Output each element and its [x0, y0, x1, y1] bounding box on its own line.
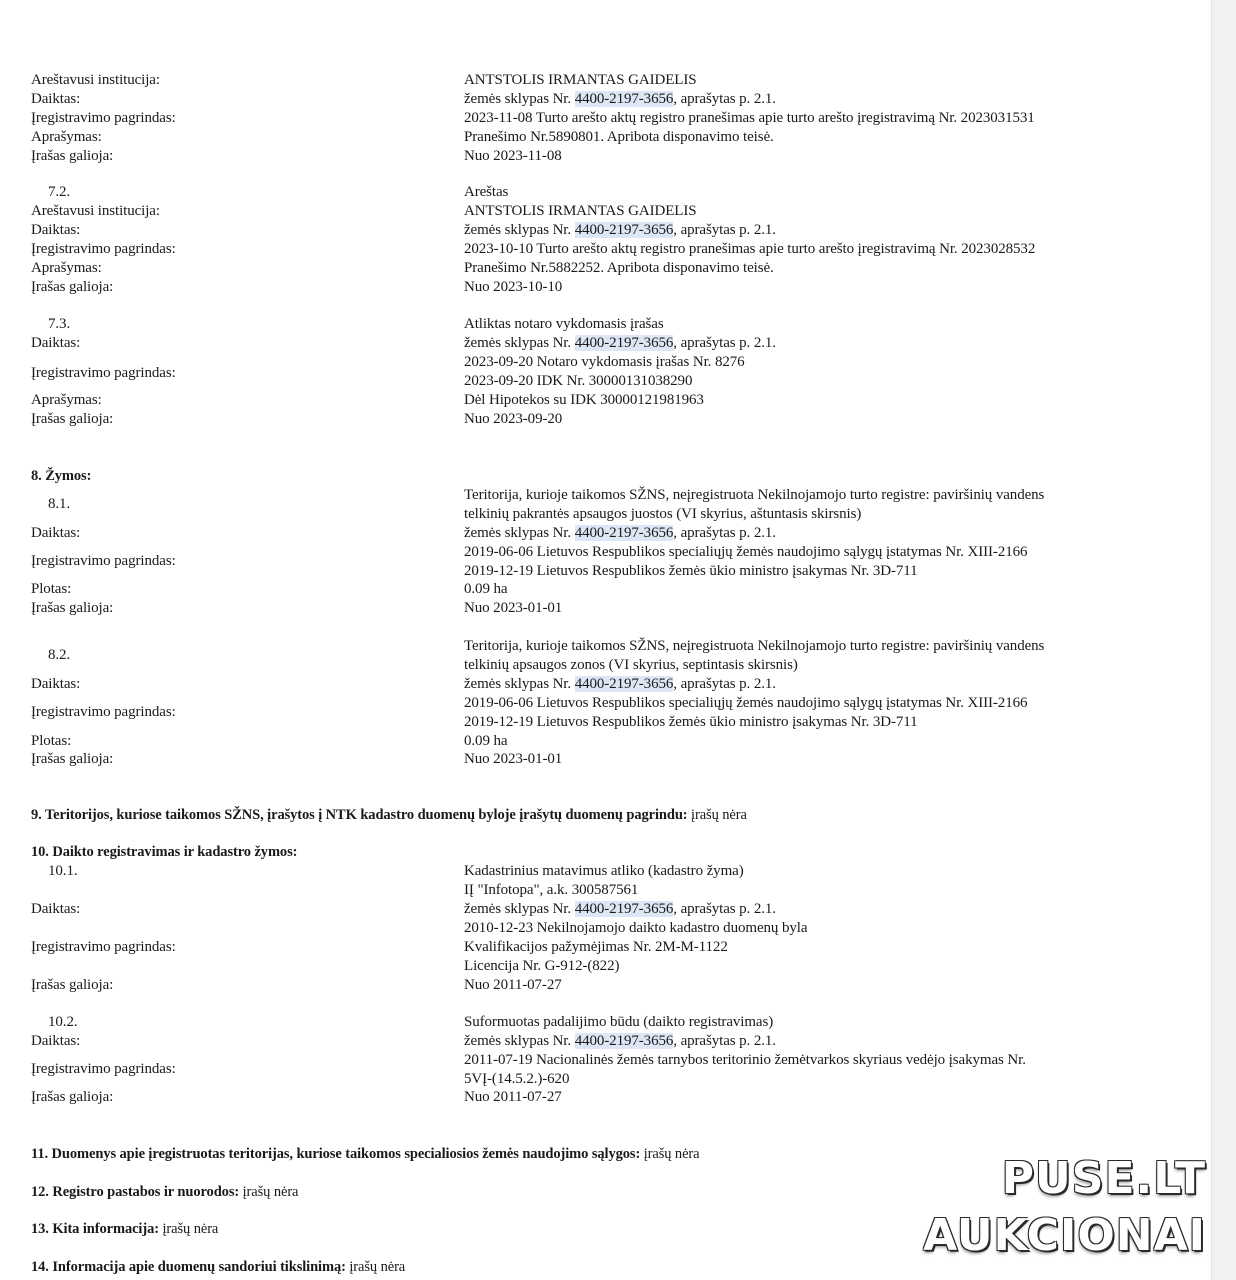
- field-label: Daiktas:: [31, 525, 81, 541]
- field-label: Aprašymas:: [31, 260, 102, 276]
- field-label: Įregistravimo pagrindas:: [31, 704, 176, 720]
- field-value: IĮ "Infotopa", a.k. 300587561: [464, 882, 639, 898]
- field-value: Kadastrinius matavimus atliko (kadastro žyma): [464, 863, 744, 879]
- field-value: 2023-10-10 Turto arešto aktų registro pranešimas apie turto arešto įregistravimą Nr. 2023028532: [464, 241, 1036, 257]
- field-value: 5VĮ-(14.5.2.)-620: [464, 1071, 570, 1087]
- field-label: Areštavusi institucija:: [31, 203, 160, 219]
- field-value-part: žemės sklypas Nr.: [464, 222, 575, 238]
- entry-number: 10.2.: [48, 1014, 78, 1030]
- field-value: 2011-07-19 Nacionalinės žemės tarnybos teritorinio žemėtvarkos skyriaus vedėjo įsakymas Nr.: [464, 1052, 1026, 1068]
- field-value-part: , aprašytas p. 2.1.: [673, 335, 776, 351]
- field-label: Įregistravimo pagrindas:: [31, 939, 176, 955]
- section-heading: [31, 843, 297, 862]
- section-heading: [31, 1258, 405, 1277]
- field-label: Daiktas:: [31, 901, 81, 917]
- field-value: 2019-12-19 Lietuvos Respublikos žemės ūkio ministro įsakymas Nr. 3D-711: [464, 714, 918, 730]
- field-value-part: žemės sklypas Nr.: [464, 335, 575, 351]
- field-label: Įrašas galioja:: [31, 1089, 114, 1105]
- field-value-part: žemės sklypas Nr.: [464, 676, 575, 692]
- field-value: telkinių apsaugos zonos (VI skyrius, septintasis skirsnis): [464, 657, 798, 673]
- field-value-part: , aprašytas p. 2.1.: [673, 91, 776, 107]
- field-label: Areštavusi institucija:: [31, 72, 160, 88]
- entry-number: 7.3.: [48, 316, 71, 332]
- field-label: Aprašymas:: [31, 392, 102, 408]
- section-heading: [31, 806, 747, 825]
- field-label: Daiktas:: [31, 91, 81, 107]
- highlighted-parcel-number: 4400-2197-3656: [574, 901, 674, 917]
- watermark-line-1: PUSE.LT: [1001, 1153, 1206, 1204]
- highlighted-parcel-number: 4400-2197-3656: [574, 1033, 674, 1049]
- field-label: Įrašas galioja:: [31, 411, 114, 427]
- field-value: 2019-06-06 Lietuvos Respublikos specialiųjų žemės naudojimo sąlygų įstatymas Nr. XIII-2166: [464, 695, 1028, 711]
- field-label: Įregistravimo pagrindas:: [31, 241, 176, 257]
- field-value-part: , aprašytas p. 2.1.: [673, 1033, 776, 1049]
- watermark-line-2: AUKCIONAI: [923, 1210, 1206, 1261]
- field-value: Nuo 2023-11-08: [464, 148, 562, 164]
- field-value: 2019-06-06 Lietuvos Respublikos specialiųjų žemės naudojimo sąlygų įstatymas Nr. XIII-2166: [464, 544, 1028, 560]
- entry-number: 8.2.: [48, 647, 71, 663]
- field-value: Pranešimo Nr.5890801. Apribota disponavimo teisė.: [464, 129, 774, 145]
- section-empty-note: įrašų nėra: [687, 807, 747, 823]
- section-heading: [31, 1183, 298, 1202]
- highlighted-parcel-number: 4400-2197-3656: [574, 525, 674, 541]
- scrollbar[interactable]: [1211, 0, 1236, 1280]
- field-value: [464, 221, 776, 240]
- field-value-part: , aprašytas p. 2.1.: [673, 525, 776, 541]
- section-heading-text: 11. Duomenys apie įregistruotas teritorijas, kuriose taikomos specialiosios žemės naudojimo sąlygos:: [31, 1146, 641, 1162]
- field-value: 0.09 ha: [464, 733, 508, 749]
- highlighted-parcel-number: 4400-2197-3656: [574, 222, 674, 238]
- field-value: Kvalifikacijos pažymėjimas Nr. 2M-M-1122: [464, 939, 728, 955]
- field-label: Aprašymas:: [31, 129, 102, 145]
- field-value: 2023-09-20 IDK Nr. 30000131038290: [464, 373, 693, 389]
- section-empty-note: įrašų nėra: [345, 1259, 406, 1275]
- field-label: Daiktas:: [31, 222, 81, 238]
- section-heading: [31, 1145, 699, 1164]
- field-value: ANTSTOLIS IRMANTAS GAIDELIS: [464, 72, 697, 88]
- field-value: 2010-12-23 Nekilnojamojo daikto kadastro duomenų byla: [464, 920, 808, 936]
- field-label: Daiktas:: [31, 335, 81, 351]
- field-label: Įregistravimo pagrindas:: [31, 110, 176, 126]
- field-value: ANTSTOLIS IRMANTAS GAIDELIS: [464, 203, 697, 219]
- highlighted-parcel-number: 4400-2197-3656: [574, 91, 674, 107]
- section-empty-note: įrašų nėra: [640, 1146, 700, 1162]
- field-label: Įrašas galioja:: [31, 751, 114, 767]
- field-value: [464, 675, 776, 694]
- field-value: 2019-12-19 Lietuvos Respublikos žemės ūkio ministro įsakymas Nr. 3D-711: [464, 563, 918, 579]
- field-value: telkinių pakrantės apsaugos juostos (VI skyrius, aštuntasis skirsnis): [464, 506, 862, 522]
- field-value-part: , aprašytas p. 2.1.: [673, 676, 776, 692]
- section-heading-text: 10. Daikto registravimas ir kadastro žymos:: [31, 844, 298, 860]
- field-value: 2023-09-20 Notaro vykdomasis įrašas Nr. 8276: [464, 354, 745, 370]
- highlighted-parcel-number: 4400-2197-3656: [574, 335, 674, 351]
- field-label: Plotas:: [31, 733, 72, 749]
- field-label: Įregistravimo pagrindas:: [31, 1061, 176, 1077]
- field-label: Daiktas:: [31, 1033, 81, 1049]
- field-value-part: , aprašytas p. 2.1.: [673, 901, 776, 917]
- field-value: Nuo 2023-01-01: [464, 751, 563, 767]
- field-value-part: žemės sklypas Nr.: [464, 91, 575, 107]
- field-value: Nuo 2011-07-27: [464, 1089, 562, 1105]
- field-value: 0.09 ha: [464, 581, 508, 597]
- field-label: Įrašas galioja:: [31, 148, 114, 164]
- field-value: Dėl Hipotekos su IDK 30000121981963: [464, 392, 704, 408]
- field-label: Įregistravimo pagrindas:: [31, 365, 176, 381]
- field-value: Nuo 2023-09-20: [464, 411, 563, 427]
- field-value: [464, 90, 776, 109]
- section-heading-text: 12. Registro pastabos ir nuorodos:: [31, 1184, 240, 1200]
- field-value: Nuo 2023-01-01: [464, 600, 563, 616]
- section-empty-note: įrašų nėra: [158, 1221, 219, 1237]
- field-value: Pranešimo Nr.5882252. Apribota disponavimo teisė.: [464, 260, 774, 276]
- field-value: [464, 900, 776, 919]
- field-value: Teritorija, kurioje taikomos SŽNS, neįregistruota Nekilnojamojo turto registre: paviršinių vandens: [464, 638, 1045, 654]
- field-value: Nuo 2023-10-10: [464, 279, 563, 295]
- entry-number: 8.1.: [48, 496, 71, 512]
- highlighted-parcel-number: 4400-2197-3656: [574, 676, 674, 692]
- field-value: Nuo 2011-07-27: [464, 977, 562, 993]
- field-label: Įregistravimo pagrindas:: [31, 553, 176, 569]
- field-value: Licencija Nr. G-912-(822): [464, 958, 620, 974]
- section-heading: [31, 1220, 218, 1239]
- section-heading-text: 14. Informacija apie duomenų sandoriui tikslinimą:: [31, 1259, 346, 1275]
- field-value: [464, 1032, 776, 1051]
- section-empty-note: įrašų nėra: [239, 1184, 299, 1200]
- section-heading-text: 8. Žymos:: [31, 468, 92, 484]
- section-heading-text: 13. Kita informacija:: [31, 1221, 159, 1237]
- field-label: Daiktas:: [31, 676, 81, 692]
- field-value: Atliktas notaro vykdomasis įrašas: [464, 316, 664, 332]
- field-value-part: žemės sklypas Nr.: [464, 1033, 575, 1049]
- entry-number: 10.1.: [48, 863, 78, 879]
- field-value-part: žemės sklypas Nr.: [464, 901, 575, 917]
- field-value: [464, 524, 776, 543]
- field-value: Teritorija, kurioje taikomos SŽNS, neįregistruota Nekilnojamojo turto registre: paviršinių vandens: [464, 487, 1045, 503]
- field-label: Įrašas galioja:: [31, 279, 114, 295]
- field-label: Įrašas galioja:: [31, 977, 114, 993]
- field-value-part: žemės sklypas Nr.: [464, 525, 575, 541]
- field-value: [464, 334, 776, 353]
- field-value: Areštas: [464, 184, 509, 200]
- field-value-part: , aprašytas p. 2.1.: [673, 222, 776, 238]
- entry-number: 7.2.: [48, 184, 71, 200]
- field-label: Įrašas galioja:: [31, 600, 114, 616]
- field-value: 2023-11-08 Turto arešto aktų registro pranešimas apie turto arešto įregistravimą Nr. 2023031531: [464, 110, 1035, 126]
- field-label: Plotas:: [31, 581, 72, 597]
- section-heading-text: 9. Teritorijos, kuriose taikomos SŽNS, įrašytos į NTK kadastro duomenų byloje įrašytų duomenų pagrindu:: [31, 807, 688, 823]
- section-heading: [31, 467, 91, 486]
- field-value: Suformuotas padalijimo būdu (daikto registravimas): [464, 1014, 774, 1030]
